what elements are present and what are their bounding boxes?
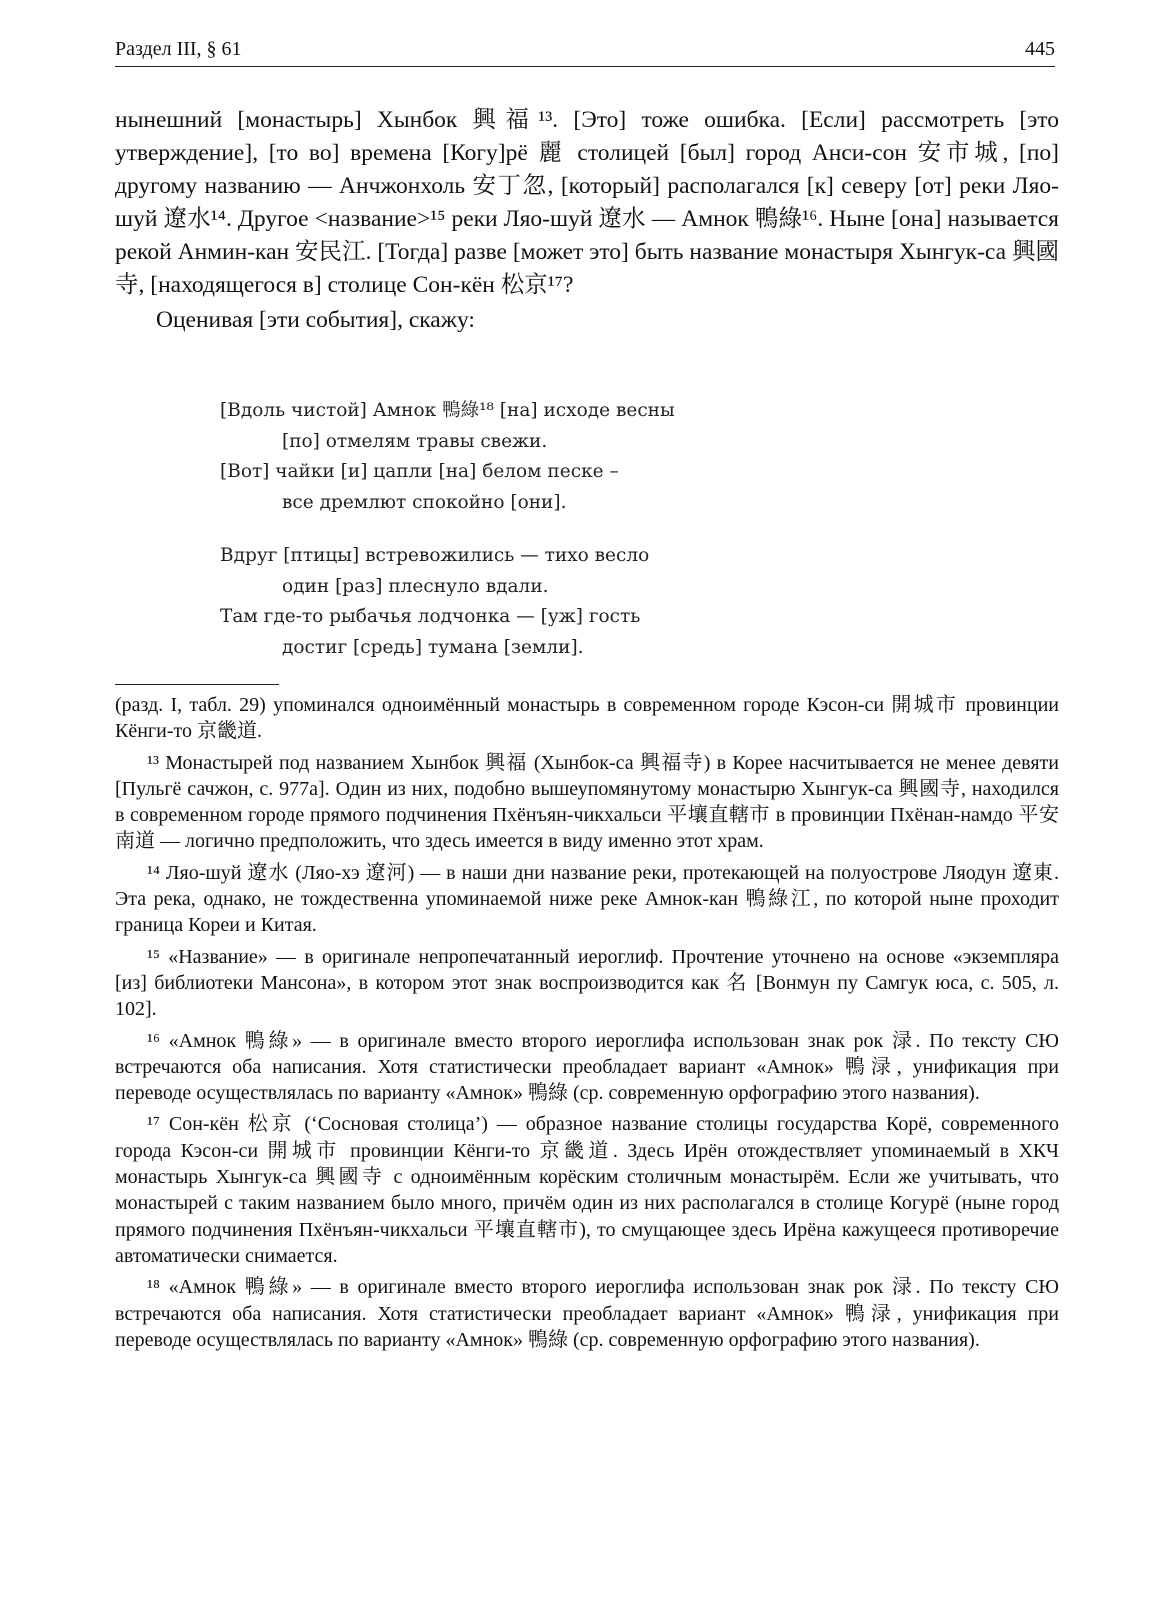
running-header [115, 36, 1055, 67]
page-number: 445 [1025, 38, 1055, 60]
footnote-13: ¹³ Монастырей под названием Хынбок 興福 (Хынбок-са 興福寺) в Корее насчитывается не менее девяти [Пульгё сачжон, с. 977а]. Один из них, подобно вышеупомянутому монастырю Хынгук-са 興國寺, находился в современном городе прямого подчинения Пхёнъян-чикхальси 平壤直轄市 в провинции Пхёнан-намдо 平安南道 — логично предположить, что здесь имеется в виду именно этот храм. [115, 751, 1059, 853]
poem-stanza-1 [220, 396, 820, 518]
footnote-18: ¹⁸ «Амнок 鴨綠» — в оригинале вместо второго иероглифа использован знак рок 渌. По тексту СЮ встречаются оба написания. Хотя статистически преобладает вариант «Амнок» 鴨渌, унификация при переводе осуществлялась по варианту «Амнок» 鴨綠 (ср. современную орфографию этого названия). [115, 1276, 1059, 1351]
poem-line: [по] отмелям травы свежи. [282, 430, 548, 452]
poem-line: [Вот] чайки [и] цапли [на] белом песке – [220, 461, 619, 482]
poem-line: достиг [средь] тумана [земли]. [282, 636, 584, 658]
footnotes [115, 692, 1059, 1353]
paragraph-2: Оценивая [эти события], скажу: [156, 307, 475, 333]
footnote-14: ¹⁴ Ляо-шуй 遼水 (Ляо-хэ 遼河) — в наши дни название реки, протекающей на полуострове Ляодун 遼東. Эта река, однако, не тождественна упоминаемой ниже реке Амнок-кан 鴨綠江, по которой ныне проходит граница Кореи и Китая. [115, 861, 1059, 937]
poem-line: [Вдоль чистой] Амнок 鴨綠¹⁸ [на] исходе весны [220, 400, 675, 421]
footnote-divider [115, 684, 279, 685]
poem-line: все дремлют спокойно [они]. [282, 491, 567, 513]
poem-line: Там где-то рыбачья лодчонка — [уж] гость [220, 606, 641, 627]
poem-line: Вдруг [птицы] встревожились — тихо весло [220, 545, 650, 566]
footnote-17: ¹⁷ Сон-кён 松京 (‘Сосновая столица’) — образное название столицы государства Корё, современного города Кэсон-си 開城市 провинции Кёнги-то 京畿道. Здесь Ирён отождествляет упоминаемый в ХКЧ монастырь Хынгук-са 興國寺 с одноимённым корёским столичным монастырём. Если же учитывать, что монастырей с таким названием было много, причём один из них располагался в столице Когурё (ныне город прямого подчинения Пхёнъян-чикхальси 平壤直轄市), то смущающее здесь Ирёна кажущееся противоречие автоматически снимается. [115, 1113, 1059, 1267]
poem-line: один [раз] плеснуло вдали. [282, 575, 549, 597]
poem-stanza-2 [220, 541, 820, 663]
footnote-continuation: (разд. I, табл. 29) упоминался одноимённый монастырь в современном городе Кэсон-си 開城市 провинции Кёнги-то 京畿道. [115, 694, 1059, 743]
section-title: Раздел III, § 61 [115, 38, 242, 60]
footnote-15: ¹⁵ «Название» — в оригинале непропечатанный иероглиф. Прочтение уточнено на основе «экземпляра [из] библиотеки Мансона», в котором этот знак воспроизводится как 名 [Вонмун пу Самгук юса, с. 505, л. 102]. [115, 945, 1059, 1021]
footnote-16: ¹⁶ «Амнок 鴨綠» — в оригинале вместо второго иероглифа использован знак рок 渌. По тексту СЮ встречаются оба написания. Хотя статистически преобладает вариант «Амнок» 鴨渌, унификация при переводе осуществлялась по варианту «Амнок» 鴨綠 (ср. современную орфографию этого названия). [115, 1029, 1059, 1105]
paragraph-1: нынешний [монастырь] Хынбок 興福¹³. [Это] тоже ошибка. [Если] рассмотреть [это утверждение], [то во] времена [Когу]рё 麗 столицей [был] город Анси-сон 安市城, [по] другому названию — Анчжонхоль 安丁忽, [который] располагался [к] северу [от] реки Ляо-шуй 遼水¹⁴. Другое <название>¹⁵ реки Ляо-шуй 遼水 — Амнок 鴨綠¹⁶. Ныне [она] называется рекой Анмин-кан 安民江. [Тогда] разве [может это] быть название монастыря Хынгук-са 興國寺, [находящегося в] столице Сон-кён 松京¹⁷? [115, 107, 1059, 298]
poem [220, 396, 820, 686]
main-text [115, 104, 1059, 337]
